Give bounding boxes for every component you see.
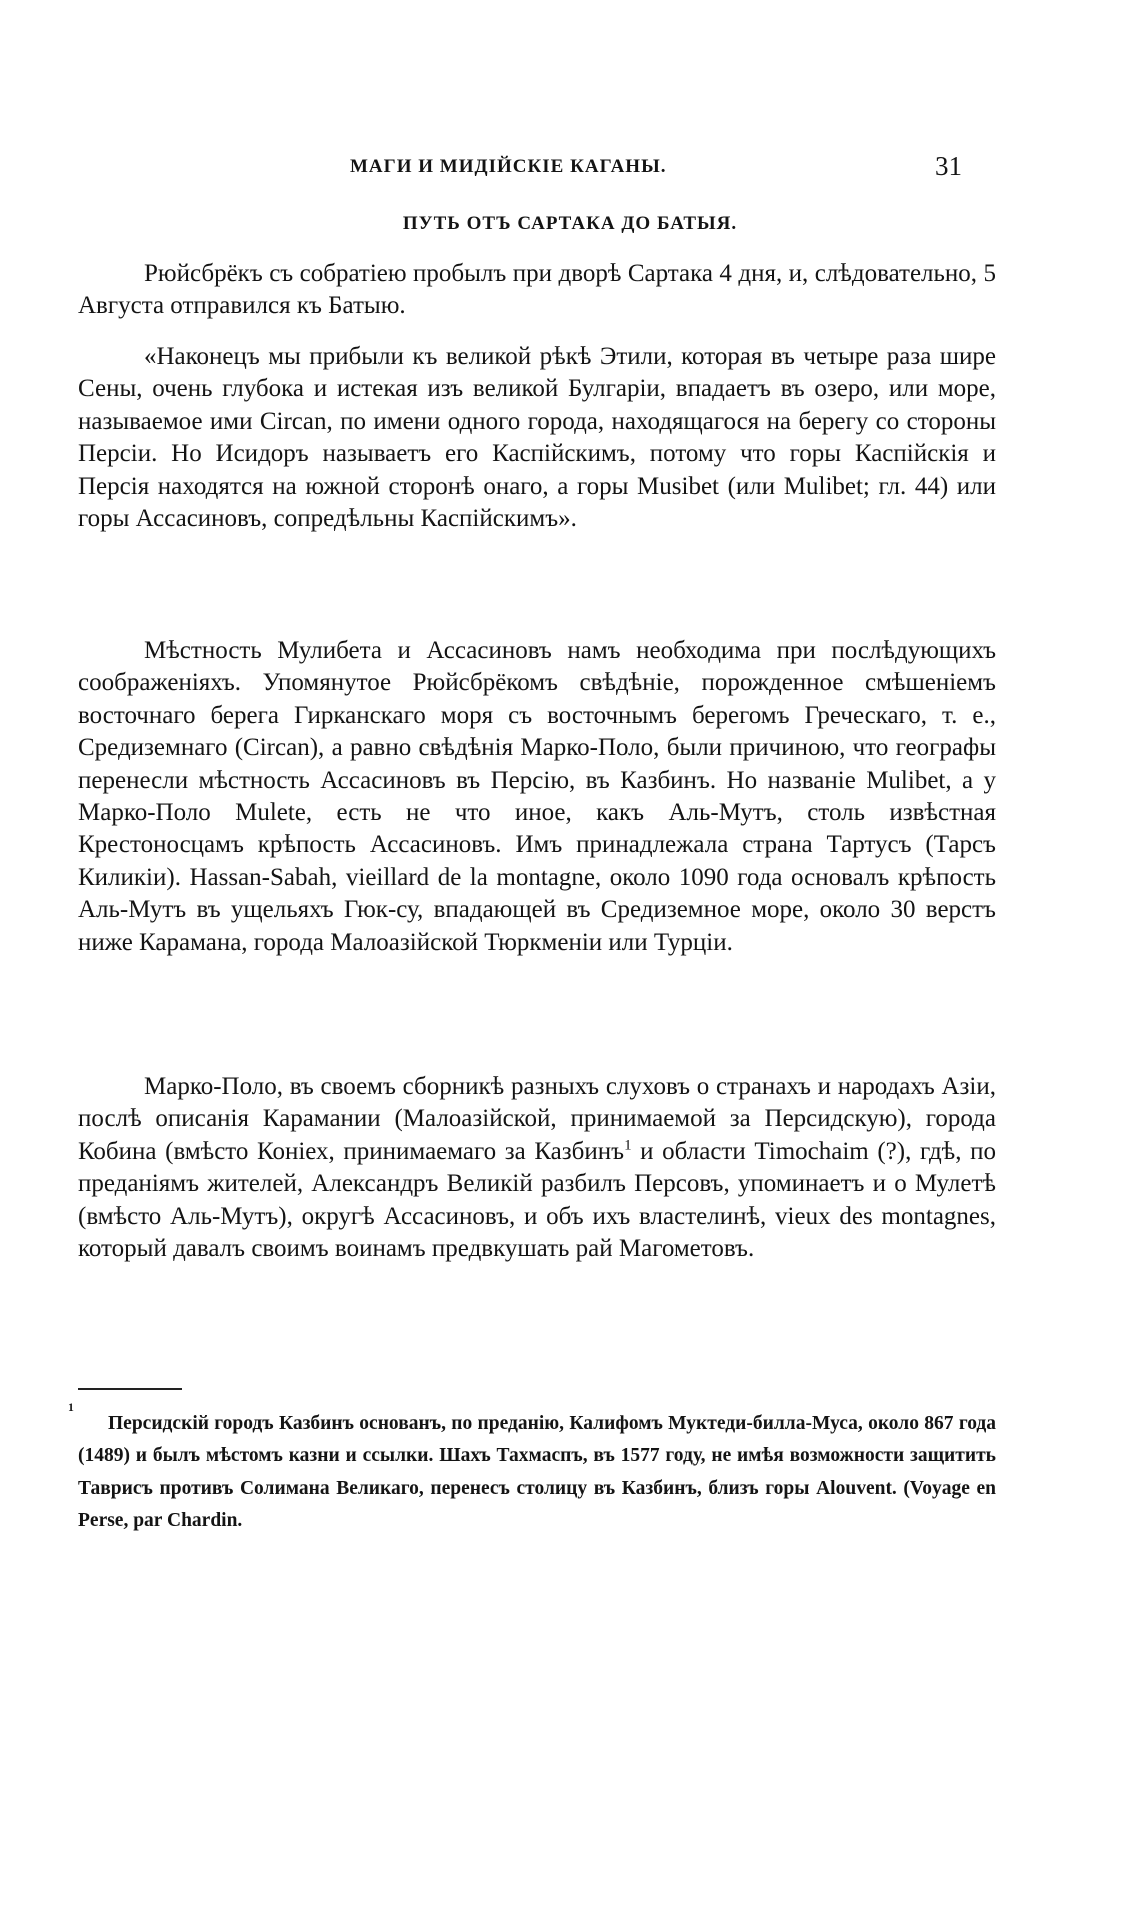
paragraph-2-text: «Наконецъ мы прибыли къ великой рѣкѣ Этили, которая въ четыре раза шире Сены, очень глубока и истекая изъ великой Булгаріи, впадаетъ въ озеро, или море, называемое ими Circan, по имени одного города, находящагося на берегу со стороны Персіи. Но Исидоръ называетъ его Каспійскимъ, потому что горы Каспійскія и Персія находятся на южной сторонѣ онаго, а горы Musibet (или Mulibet; гл. 44) или горы Ассасиновъ, сопредѣльны Каспійскимъ». bbox=[78, 343, 996, 533]
paragraph-1 bbox=[78, 258, 996, 323]
footnote-reference[interactable]: 1 bbox=[624, 1137, 632, 1154]
footnote bbox=[68, 1401, 996, 1538]
paragraph-4-text bbox=[78, 1071, 996, 1265]
footnote-paragraph: 1 Персидскій городъ Казбинъ основанъ, по преданію, Калифомъ Муктеди-билла-Муса, около 867 года (1489) и былъ мѣстомъ казни и ссылки. Шахъ Тахмаспъ, въ 1577 году, не имѣя возможности защитить Таврисъ противъ Солимана Великаго, перенесъ столицу въ Казбинъ, близъ горы Alouvent. (Voyage en Perse, par Chardin. bbox=[68, 1401, 996, 1532]
footnote-text: Персидскій городъ Казбинъ основанъ, по преданію, Калифомъ Муктеди-билла-Муса, около 867 года (1489) и былъ мѣстомъ казни и ссылки. Шахъ Тахмаспъ, въ 1577 году, не имѣя возможности защитить Таврисъ противъ Солимана Великаго, перенесъ столицу въ Казбинъ, близъ горы Alouvent. (Voyage en Perse, par Chardin. bbox=[78, 1413, 996, 1532]
paragraph-4-text-end: и области Timochaim (?), гдѣ, по преданіямъ жителей, Александръ Великій разбилъ Персовъ, упоминаетъ и о Мулетѣ (вмѣсто Аль-Мутъ), округѣ Ассасиновъ, и объ ихъ властелинѣ, vieux des montagnes, который давалъ своимъ воинамъ предвкушать рай Магометовъ. bbox=[78, 1137, 996, 1263]
paragraph-4 bbox=[78, 1071, 996, 1265]
paragraph-3 bbox=[78, 635, 996, 959]
paragraph-3-text: Мѣстность Мулибета и Ассасиновъ намъ необходима при послѣдующихъ соображеніяхъ. Упомянутое Рюйсбрёкомъ свѣдѣніе, порожденное смѣшеніемъ восточнаго берега Гирканскаго моря съ восточнымъ берегомъ Греческаго, т. е., Средиземнаго (Circan), а равно свѣдѣнія Марко-Поло, были причиною, что географы перенесли мѣстность Ассасиновъ въ Персію, въ Казбинъ. Но названіе Mulibet, а у Марко-Поло Mulete, есть не что иное, какъ Аль-Мутъ, столь извѣстная Крестоносцамъ крѣпость Ассасиновъ. Имъ принадлежала страна Тартусъ (Тарсъ Киликіи). Hassan-Sabah, vieillard de la montagne, около 1090 года основалъ крѣпость Аль-Мутъ въ ущельяхъ Гюк-су, впадающей въ Средиземное море, около 30 верстъ ниже Карамана, города Малоазійской Тюркменіи или Турціи. bbox=[78, 637, 996, 956]
paragraph-4-text-start: Марко-Поло, въ своемъ сборникѣ разныхъ слуховъ о странахъ и народахъ Азіи, послѣ описанія Карамании (Малоазійской, принимаемой за Персидскую), города Кобина (вмѣсто Коніех, принимаемаго за Казбинъ bbox=[78, 1073, 996, 1165]
paragraph-2-quotation bbox=[78, 341, 996, 535]
running-head: МАГИ И МИДІЙСКІЕ КАГАНЫ. bbox=[350, 156, 667, 177]
section-heading: ПУТЬ ОТЪ САРТАКА ДО БАТЫЯ. bbox=[402, 213, 738, 234]
paragraph-1-text: Рюйсбрёкъ съ собратіею пробылъ при дворѣ Сартака 4 дня, и, слѣдовательно, 5 Августа отправился къ Батыю. bbox=[78, 260, 996, 320]
page-number: 31 bbox=[935, 151, 962, 181]
footnote-divider bbox=[78, 1388, 182, 1390]
